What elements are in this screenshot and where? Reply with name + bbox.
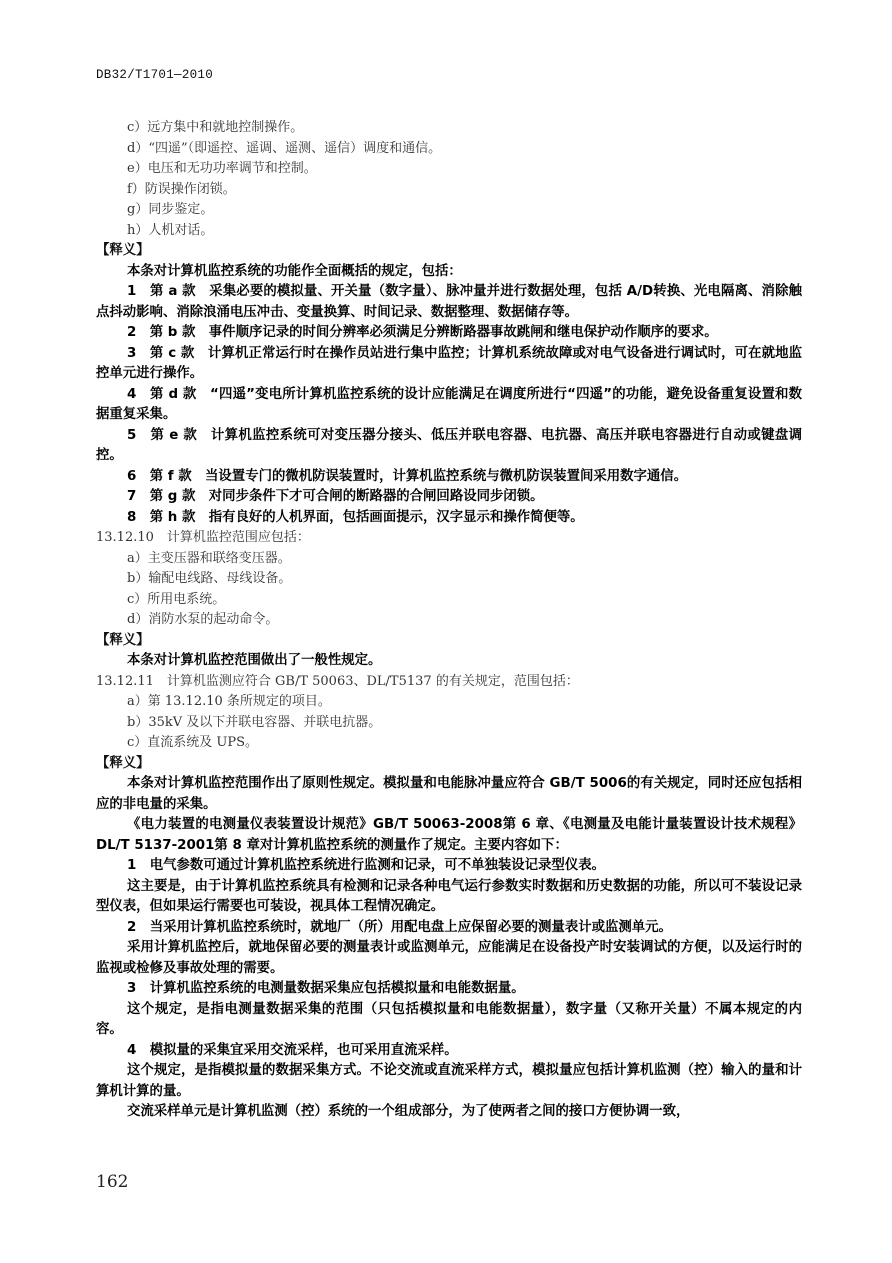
list-item: d）“四遥”（即遥控、遥调、遥测、遥信）调度和通信。 bbox=[127, 140, 442, 156]
explanation-paragraph: 5 第 e 款 计算机监控系统可对变压器分接头、低压并联电容器、电抗器、高压并联电容器进行自动或键盘调控。 bbox=[96, 427, 802, 463]
page-number: 162 bbox=[96, 1172, 129, 1192]
explanation-paragraph: 本条对计算机监控范围作出了原则性规定。模拟量和电能脉冲量应符合 GB/T 5006的有关规定，同时还应包括相应的非电量的采集。 bbox=[96, 776, 802, 812]
list-item: c）直流系统及 UPS。 bbox=[127, 735, 259, 750]
list-item: h）人机对话。 bbox=[127, 222, 214, 238]
explanation-paragraph: 交流采样单元是计算机监测（控）系统的一个组成部分，为了使两者之间的接口方便协调一致， bbox=[127, 1104, 690, 1119]
explanation-paragraph: 《电力装置的电测量仪表装置设计规范》GB/T 50063-2008第 6 章、《电测量及电能计量装置设计技术规程》DL/T 5137-2001第 8 章对计算机监控系统的测量作了规定。主要内容如下： bbox=[96, 817, 802, 853]
list-item: b）输配电线路、母线设备。 bbox=[127, 571, 292, 586]
clause-heading: 13.12.10 计算机监控范围应包括： bbox=[96, 530, 310, 545]
explanation-label: 【释义】 bbox=[96, 755, 150, 771]
list-item: d）消防水泵的起动命令。 bbox=[127, 612, 279, 627]
explanation-paragraph: 6 第 f 款 当设置专门的微机防误装置时，计算机监控系统与微机防误装置间采用数字通信。 bbox=[127, 468, 688, 484]
list-item: f）防误操作闭锁。 bbox=[127, 181, 236, 197]
explanation-paragraph: 这主要是，由于计算机监控系统具有检测和记录各种电气运行参数实时数据和历史数据的功能，所以可不装设记录型仪表，但如果运行需要也可装设，视具体工程情况确定。 bbox=[96, 878, 802, 914]
explanation-paragraph: 4 模拟量的采集宜采用交流采样，也可采用直流采样。 bbox=[127, 1042, 458, 1058]
list-item: a）主变压器和联络变压器。 bbox=[127, 550, 291, 566]
explanation-paragraph: 3 第 c 款 计算机正常运行时在操作员站进行集中监控；计算机系统故障或对电气设备进行调试时，可在就地监控单元进行操作。 bbox=[96, 345, 802, 381]
list-item: e）电压和无功功率调节和控制。 bbox=[127, 161, 317, 176]
clause-heading: 13.12.11 计算机监测应符合 GB/T 50063、DL/T5137 的有关规定，范围包括： bbox=[96, 673, 579, 689]
explanation-label: 【释义】 bbox=[96, 632, 150, 648]
list-item: b）35kV 及以下并联电容器、并联电抗器。 bbox=[127, 714, 382, 730]
explanation-paragraph: 这个规定，是指电测量数据采集的范围（只包括模拟量和电能数据量），数字量（又称开关量）不属本规定的内容。 bbox=[96, 1001, 802, 1037]
explanation-label: 【释义】 bbox=[96, 243, 150, 258]
explanation-paragraph: 7 第 g 款 对同步条件下才可合闸的断路器的合闸回路设同步闭锁。 bbox=[127, 489, 544, 504]
explanation-paragraph: 2 第 b 款 事件顺序记录的时间分辨率必须满足分辨断路器事故跳闸和继电保护动作顺序的要求。 bbox=[127, 325, 718, 340]
explanation-paragraph: 4 第 d 款 “四遥”变电所计算机监控系统的设计应能满足在调度所进行“四遥”的功能，避免设备重复设置和数据重复采集。 bbox=[96, 386, 802, 422]
explanation-paragraph: 1 第 a 款 采集必要的模拟量、开关量（数字量）、脉冲量并进行数据处理，包括 A/D转换、光电隔离、消除触点抖动影响、消除浪涌电压冲击、变量换算、时间记录、数据整理、数据储存等。 bbox=[96, 284, 802, 320]
explanation-paragraph: 本条对计算机监控范围做出了一般性规定。 bbox=[127, 653, 382, 668]
explanation-paragraph: 本条对计算机监控系统的功能作全面概括的规定，包括： bbox=[127, 263, 462, 279]
list-item: c）所用电系统。 bbox=[127, 591, 226, 607]
list-item: a）第 13.12.10 条所规定的项目。 bbox=[127, 694, 331, 709]
explanation-paragraph: 3 计算机监控系统的电测量数据采集应包括模拟量和电能数据量。 bbox=[127, 981, 525, 996]
page-content bbox=[96, 118, 802, 1123]
list-item: g）同步鉴定。 bbox=[127, 202, 214, 217]
explanation-paragraph: 2 当采用计算机监控系统时，就地厂（所）用配电盘上应保留必要的测量表计或监测单元。 bbox=[127, 919, 672, 935]
explanation-paragraph: 采用计算机监控后，就地保留必要的测量表计或监测单元，应能满足在设备投产时安装调试的方便，以及运行时的监视或检修及事故处理的需要。 bbox=[96, 940, 802, 976]
explanation-paragraph: 1 电气参数可通过计算机监控系统进行监测和记录，可不单独装设记录型仪表。 bbox=[127, 858, 605, 873]
document-code: DB32/T1701—2010 bbox=[96, 68, 214, 82]
explanation-paragraph: 这个规定，是指模拟量的数据采集方式。不论交流或直流采样方式，模拟量应包括计算机监测（控）输入的量和计算机计算的量。 bbox=[96, 1063, 802, 1099]
list-item: c）远方集中和就地控制操作。 bbox=[127, 120, 304, 135]
explanation-paragraph: 8 第 h 款 指有良好的人机界面，包括画面提示，汉字显示和操作简便等。 bbox=[127, 509, 584, 525]
